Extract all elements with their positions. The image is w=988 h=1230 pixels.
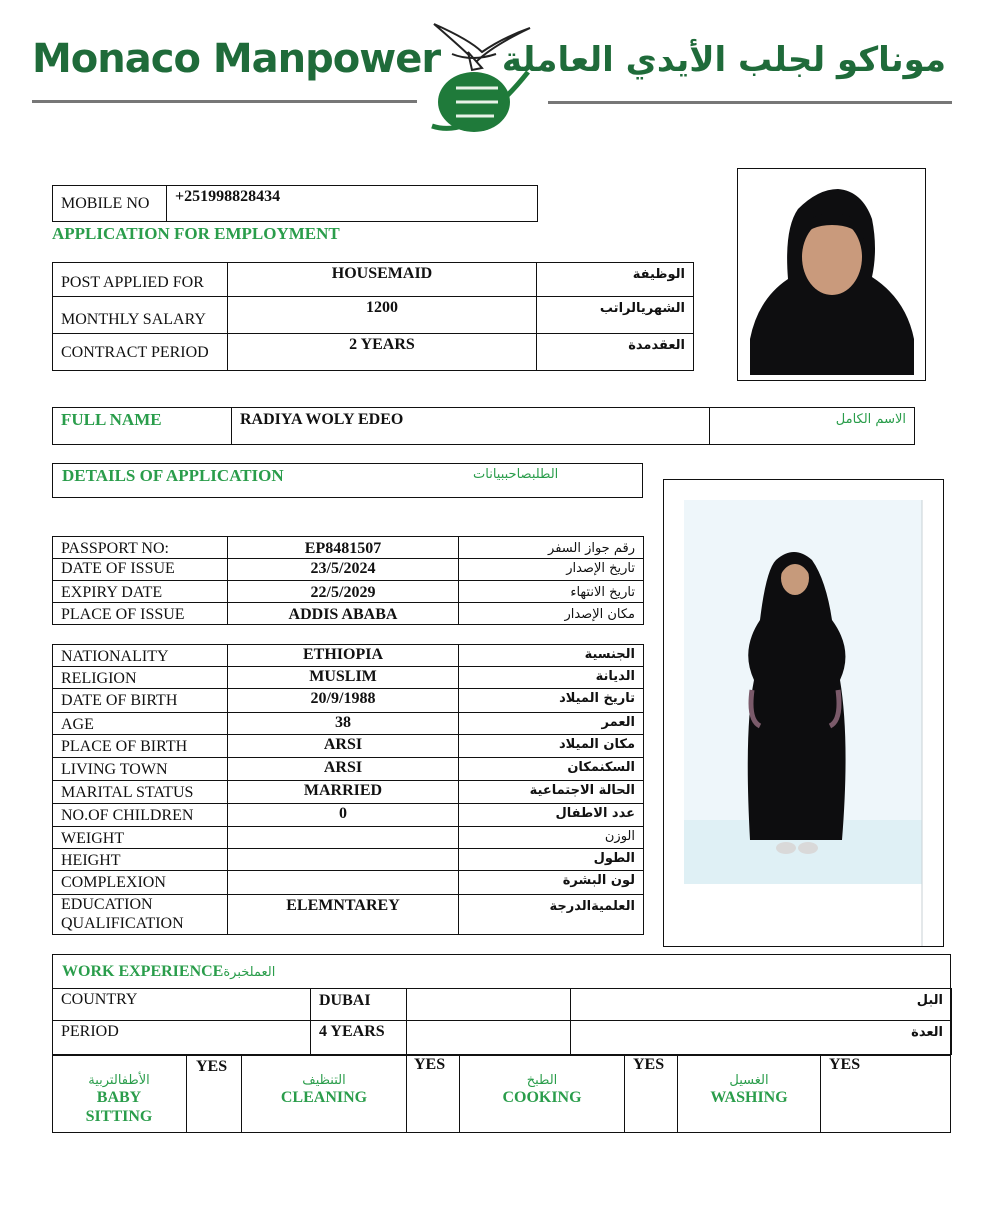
passport-no-ar: رقم جواز السفر: [459, 537, 644, 559]
skill-cooking: [460, 1073, 624, 1107]
issue-date-label: DATE OF ISSUE: [53, 559, 228, 581]
table-row: [53, 735, 644, 758]
personal-ar: الطول: [459, 849, 644, 871]
personal-ar: لون البشرة: [459, 871, 644, 895]
issue-place-label: PLACE OF ISSUE: [53, 603, 228, 625]
salary-label: MONTHLY SALARY: [53, 297, 228, 334]
personal-ar: الديانة: [459, 667, 644, 689]
issue-place-value: ADDIS ABABA: [228, 603, 459, 625]
full-body-photo-frame: [663, 479, 944, 947]
personal-value: MUSLIM: [228, 667, 459, 689]
personal-value: 38: [228, 713, 459, 735]
full-name-label: FULL NAME: [53, 408, 232, 445]
skill-baby-sitting: [52, 1073, 186, 1126]
table-row: [53, 989, 952, 1021]
mobile-table: [52, 185, 538, 222]
period-blank: [407, 1021, 571, 1055]
skills-divider: [624, 1055, 625, 1133]
table-row: [53, 263, 694, 297]
table-row: [53, 645, 644, 667]
personal-label: HEIGHT: [53, 849, 228, 871]
personal-ar: تاريخ الميلاد: [459, 689, 644, 713]
country-blank: [407, 989, 571, 1021]
personal-value: [228, 849, 459, 871]
education-label: [53, 895, 228, 935]
contract-label: CONTRACT PERIOD: [53, 334, 228, 371]
table-row: [53, 603, 644, 625]
post-ar: الوظيفة: [537, 263, 694, 297]
work-title: [62, 963, 275, 981]
personal-table: [52, 644, 644, 935]
period-value: 4 YEARS: [311, 1021, 407, 1055]
education-value: ELEMNTAREY: [228, 895, 459, 935]
skill-cooking-value: YES: [633, 1056, 665, 1073]
personal-value: [228, 871, 459, 895]
country-label: COUNTRY: [53, 989, 311, 1021]
passport-no-label: PASSPORT NO:: [53, 537, 228, 559]
skills-top-border: [52, 1055, 951, 1056]
personal-value: ETHIOPIA: [228, 645, 459, 667]
post-label: POST APPLIED FOR: [53, 263, 228, 297]
details-label: DETAILS OF APPLICATION: [62, 466, 284, 485]
post-value: HOUSEMAID: [228, 263, 537, 297]
personal-label: NO.OF CHILDREN: [53, 804, 228, 827]
country-value: DUBAI: [311, 989, 407, 1021]
table-row: [53, 804, 644, 827]
header-rule-left: [32, 100, 417, 103]
country-ar: البل: [571, 989, 952, 1021]
full-body-photo: [664, 480, 943, 946]
portrait-photo: [738, 169, 925, 380]
personal-value: 0: [228, 804, 459, 827]
salary-value: 1200: [228, 297, 537, 334]
personal-label: AGE: [53, 713, 228, 735]
table-row: [53, 827, 644, 849]
full-name-table: [52, 407, 915, 445]
personal-ar: الوزن: [459, 827, 644, 849]
personal-ar: السكنمكان: [459, 758, 644, 781]
contract-value: 2 YEARS: [228, 334, 537, 371]
company-name-ar: موناكو لجلب الأيدي العاملة: [501, 40, 946, 80]
table-row: [53, 871, 644, 895]
issue-date-value: 23/5/2024: [228, 559, 459, 581]
work-title-en: WORK EXPERIENCE: [62, 963, 224, 980]
skill-cleaning: [242, 1073, 406, 1107]
personal-label: WEIGHT: [53, 827, 228, 849]
skill-baby-sitting-en1: BABY: [96, 1089, 142, 1106]
personal-label: NATIONALITY: [53, 645, 228, 667]
personal-ar: مكان الميلاد: [459, 735, 644, 758]
skill-baby-sitting-en2: SITTING: [85, 1108, 153, 1125]
period-ar: العدة: [571, 1021, 952, 1055]
table-row: [53, 537, 644, 559]
table-row: [53, 849, 644, 871]
table-row: [53, 713, 644, 735]
header-rule-right: [548, 101, 952, 104]
personal-label: MARITAL STATUS: [53, 781, 228, 804]
skill-cooking-en: COOKING: [502, 1089, 582, 1106]
expiry-date-ar: تاريخ الانتهاء: [459, 581, 644, 603]
period-label: PERIOD: [53, 1021, 311, 1055]
personal-ar: الجنسية: [459, 645, 644, 667]
skills-divider: [186, 1055, 187, 1133]
mobile-label: MOBILE NO: [53, 186, 167, 222]
expiry-date-value: 22/5/2029: [228, 581, 459, 603]
full-name-ar: الاسم الكامل: [710, 408, 915, 445]
personal-value: 20/9/1988: [228, 689, 459, 713]
table-row: [53, 1021, 952, 1055]
table-row: [53, 689, 644, 713]
issue-place-ar: مكان الإصدار: [459, 603, 644, 625]
issue-date-ar: تاريخ الإصدار: [459, 559, 644, 581]
skill-baby-sitting-value: YES: [196, 1058, 228, 1075]
table-row: [53, 581, 644, 603]
skill-cooking-ar: الطبخ: [526, 1073, 558, 1088]
salary-ar: الشهريالراتب: [537, 297, 694, 334]
personal-label: RELIGION: [53, 667, 228, 689]
education-label-line2: QUALIFICATION: [61, 915, 184, 932]
details-header: [52, 463, 643, 498]
skill-washing: [678, 1073, 820, 1107]
skills-divider: [820, 1055, 821, 1133]
passport-table: [52, 536, 644, 625]
personal-label: COMPLEXION: [53, 871, 228, 895]
application-title: APPLICATION FOR EMPLOYMENT: [52, 224, 340, 243]
work-title-ar: العملخبرة: [223, 965, 276, 980]
company-logo: [412, 18, 542, 136]
personal-value: ARSI: [228, 735, 459, 758]
personal-value: [228, 827, 459, 849]
company-name-en: Monaco Manpower: [32, 36, 441, 82]
details-ar: الطلبصاحببيانات: [473, 467, 559, 482]
skills-row: [52, 1055, 951, 1133]
work-table: [52, 988, 952, 1055]
portrait-photo-frame: [737, 168, 926, 381]
table-row: [53, 758, 644, 781]
personal-ar: عدد الاطفال: [459, 804, 644, 827]
skill-cleaning-en: CLEANING: [280, 1089, 368, 1106]
personal-value: MARRIED: [228, 781, 459, 804]
education-label-line1: EDUCATION: [61, 896, 153, 913]
post-table: [52, 262, 694, 371]
education-ar: العلميةالدرجة: [459, 895, 644, 935]
table-row: [53, 559, 644, 581]
personal-label: DATE OF BIRTH: [53, 689, 228, 713]
full-name-value: RADIYA WOLY EDEO: [232, 408, 710, 445]
personal-label: LIVING TOWN: [53, 758, 228, 781]
personal-ar: الحالة الاجتماعية: [459, 781, 644, 804]
skills-divider: [406, 1055, 407, 1133]
skill-washing-value: YES: [829, 1056, 861, 1073]
skill-washing-en: WASHING: [710, 1089, 788, 1106]
table-row: [53, 895, 644, 935]
personal-value: ARSI: [228, 758, 459, 781]
mobile-value: +251998828434: [167, 186, 538, 222]
personal-ar: العمر: [459, 713, 644, 735]
contract-ar: العقدمدة: [537, 334, 694, 371]
table-row: [53, 781, 644, 804]
table-row: [53, 667, 644, 689]
skill-washing-ar: الغسيل: [729, 1073, 769, 1088]
skill-cleaning-ar: التنظيف: [302, 1073, 346, 1088]
expiry-date-label: EXPIRY DATE: [53, 581, 228, 603]
table-row: [53, 334, 694, 371]
personal-label: PLACE OF BIRTH: [53, 735, 228, 758]
skill-cleaning-value: YES: [414, 1056, 446, 1073]
table-row: [53, 297, 694, 334]
skill-baby-sitting-ar: الأطفالتربية: [88, 1073, 150, 1088]
passport-no-value: EP8481507: [228, 537, 459, 559]
